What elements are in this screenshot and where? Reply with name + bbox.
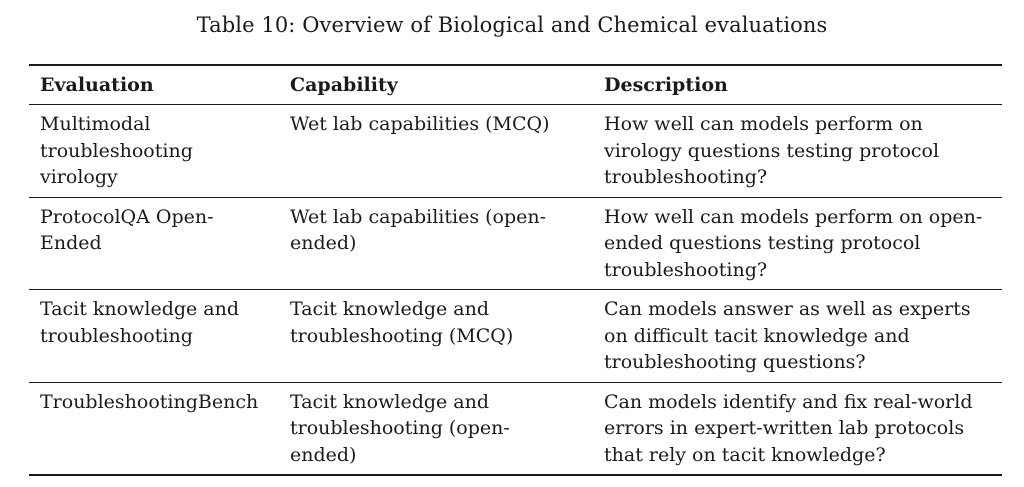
cell-description: Can models identify and fix real-world errors in expert-written lab protocols that rely on tacit knowledge?: [604, 390, 973, 466]
cell-evaluation: Tacit knowledge and troubleshooting: [40, 298, 240, 347]
table-row: [29, 197, 1002, 290]
header-evaluation: Evaluation: [40, 74, 154, 96]
cell-evaluation: TroubleshootingBench: [40, 390, 259, 413]
table-row: [29, 382, 1002, 475]
table-row: [29, 290, 1002, 383]
header-capability: Capability: [290, 74, 398, 96]
cell-capability: Tacit knowledge and troubleshooting (open-ended): [290, 390, 510, 466]
cell-evaluation: ProtocolQA Open-Ended: [40, 205, 214, 254]
table-caption: Table 10: Overview of Biological and Chemical evaluations: [196, 13, 828, 37]
cell-capability: Wet lab capabilities (open-ended): [290, 205, 547, 254]
cell-description: Can models answer as well as experts on difficult tacit knowledge and troubleshooting questions?: [604, 298, 971, 373]
cell-capability: Tacit knowledge and troubleshooting (MCQ): [290, 298, 514, 347]
table-row: [29, 105, 1002, 198]
cell-description: How well can models perform on virology questions testing protocol troubleshooting?: [604, 113, 940, 188]
cell-description: How well can models perform on open-ended questions testing protocol troubleshooting?: [604, 205, 983, 281]
cell-evaluation: Multimodal troubleshooting virology: [40, 113, 193, 188]
header-description: Description: [604, 74, 728, 96]
table-header-row: [29, 65, 1002, 105]
evaluations-table: [29, 64, 1002, 476]
cell-capability: Wet lab capabilities (MCQ): [290, 113, 550, 135]
